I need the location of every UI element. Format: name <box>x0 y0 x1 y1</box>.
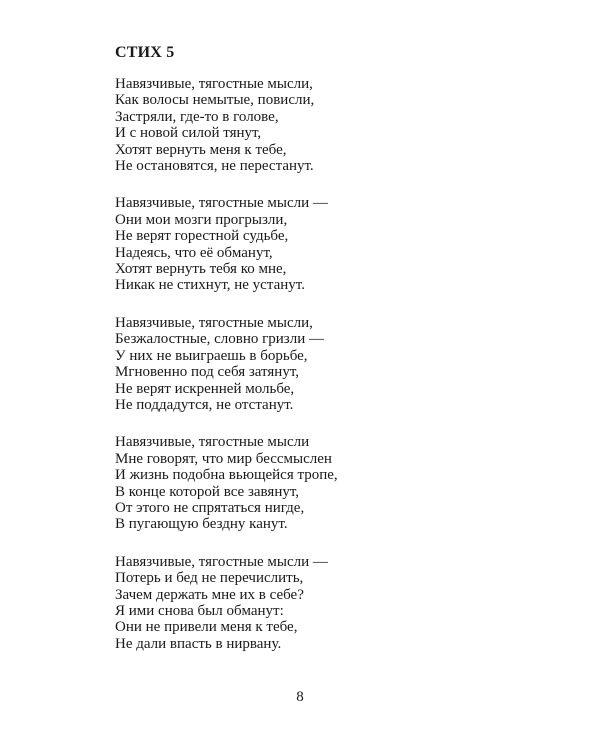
stanza-2 <box>115 195 555 293</box>
stanza-4 <box>115 434 555 532</box>
poem-line: Надеясь, что её обманут, <box>115 244 273 261</box>
poem-line: Мне говорят, что мир бессмыслен <box>115 450 332 467</box>
poem-line: Не дали впасть в нирвану. <box>115 635 282 652</box>
poem-line: И с новой силой тянут, <box>115 125 262 142</box>
poem-line: Хотят вернуть тебя ко мне, <box>115 261 287 278</box>
poem-body <box>115 76 555 673</box>
poem-line: В конце которой все завянут, <box>115 483 300 500</box>
poem-line: От этого не спрятаться нигде, <box>115 499 305 516</box>
poem-line: Хотят вернуть меня к тебе, <box>115 141 287 158</box>
poem-line: У них не выиграешь в борьбе, <box>115 347 308 364</box>
stanza-1 <box>115 76 555 174</box>
poem-line: Потерь и бед не перечислить, <box>115 570 304 587</box>
poem-line: Они не привели меня к тебе, <box>115 619 298 636</box>
stanza-3 <box>115 315 555 413</box>
poem-line: Они мои мозги прогрызли, <box>115 211 288 228</box>
poem-line: В пугающую бездну канут. <box>115 516 288 533</box>
poem-line: Не остановятся, не перестанут. <box>115 158 314 175</box>
poem-line: Безжалостные, словно гризли — <box>115 331 324 348</box>
poem-line: Я ими снова был обманут: <box>115 602 284 619</box>
poem-line: Навязчивые, тягостные мысли — <box>115 553 328 570</box>
poem-line: Навязчивые, тягостные мысли — <box>115 195 328 212</box>
poem-line: И жизнь подобна вьющейся тропе, <box>115 467 338 484</box>
page-number: 8 <box>296 689 304 705</box>
poem-line: Как волосы немытые, повисли, <box>115 92 315 109</box>
poem-line: Не верят искренней мольбе, <box>115 380 295 397</box>
poem-line: Навязчивые, тягостные мысли <box>115 434 310 451</box>
poem-line: Зачем держать мне их в себе? <box>115 586 304 603</box>
poem-title: СТИХ 5 <box>115 44 175 61</box>
poem-line: Мгновенно под себя затянут, <box>115 364 300 381</box>
poem-line: Не поддадутся, не отстанут. <box>115 396 294 413</box>
stanza-5 <box>115 554 555 652</box>
poem-line: Навязчивые, тягостные мысли, <box>115 76 313 92</box>
poem-line: Не верят горестной судьбе, <box>115 228 289 245</box>
poem-line: Навязчивые, тягостные мысли, <box>115 314 313 331</box>
poem-line: Застряли, где-то в голове, <box>115 108 279 125</box>
poem-line: Никак не стихнут, не устанут. <box>115 277 305 294</box>
